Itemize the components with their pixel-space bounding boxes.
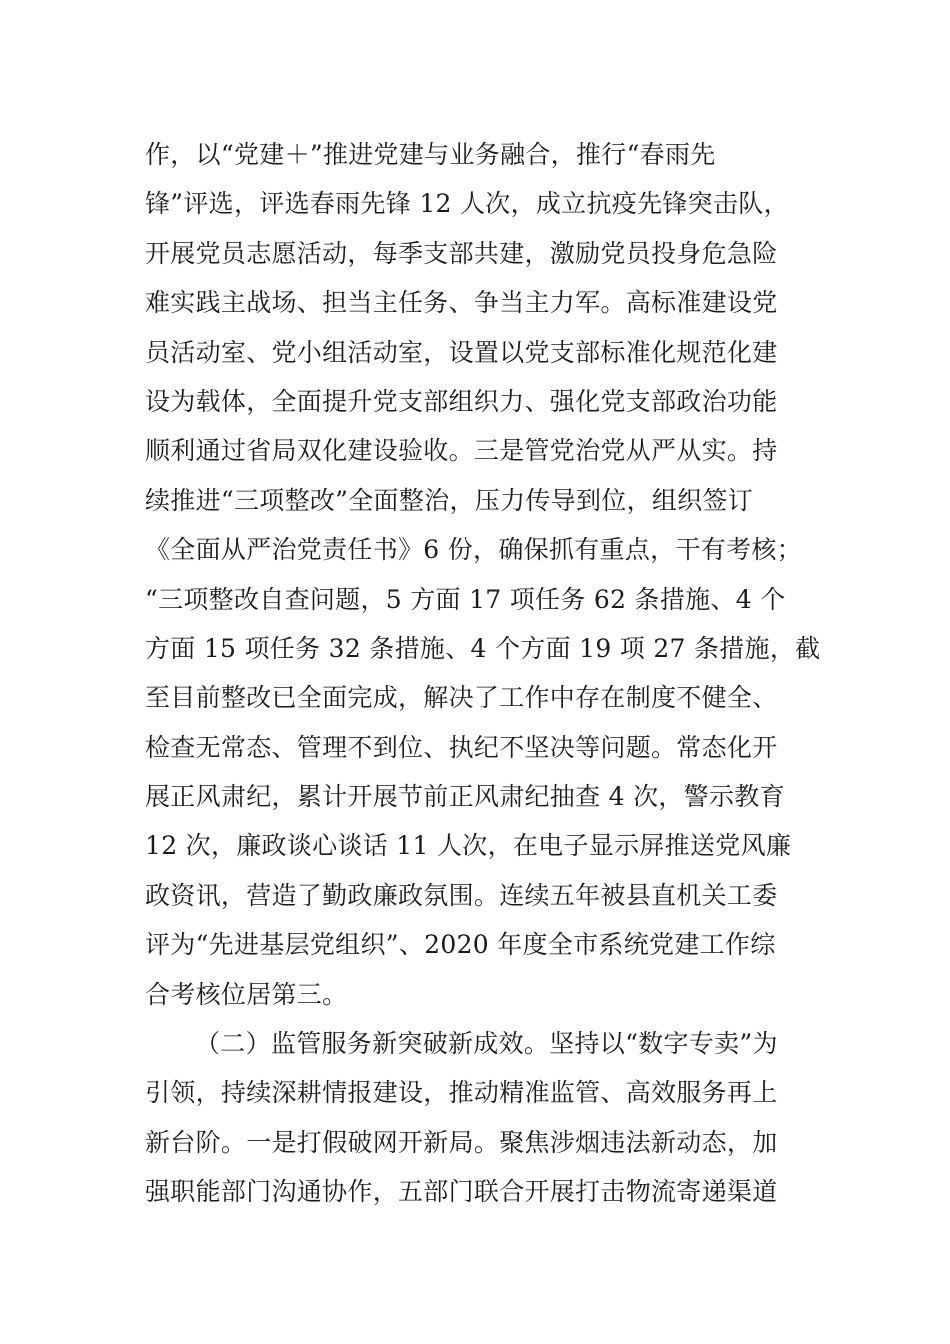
text-line: 检查无常态、管理不到位、执纪不坚决等问题。常态化开: [145, 732, 778, 762]
text-line: 政资讯，营造了勤政廉政氛围。连续五年被县直机关工委: [145, 880, 778, 910]
text-line: 《全面从严治党责任书》6 份，确保抓有重点，干有考核；: [145, 535, 802, 565]
text-line: 至目前整改已全面完成，解决了工作中存在制度不健全、: [145, 683, 778, 713]
text-line: 续推进“三项整改”全面整治，压力传导到位，组织签订: [145, 485, 754, 515]
text-line: 难实践主战场、担当主任务、争当主力军。高标准建设党: [145, 288, 778, 318]
text-line: 员活动室、党小组活动室，设置以党支部标准化规范化建: [145, 337, 778, 367]
text-line: “三项整改自查问题，5 方面 17 项任务 62 条措施、4 个: [145, 584, 786, 614]
text-line: 开展党员志愿活动，每季支部共建，激励党员投身危急险: [145, 238, 778, 268]
text-line: 12 次，廉政谈心谈话 11 人次，在电子显示屏推送党风廉: [145, 831, 792, 861]
text-line: 展正风肃纪，累计开展节前正风肃纪抽查 4 次，警示教育: [145, 782, 785, 812]
text-line: 作，以“党建＋”推进党建与业务融合，推行“春雨先: [145, 140, 716, 169]
text-line: 合考核位居第三。: [145, 979, 348, 1009]
text-line: 引领，持续深耕情报建设，推动精准监管、高效服务再上: [145, 1078, 778, 1108]
text-line: 评为“先进基层党组织”、2020 年度全市系统党建工作综: [145, 930, 776, 960]
section-heading-line: （二）监管服务新突破新成效。坚持以“数字专卖”为: [195, 1029, 778, 1059]
text-line: 锋”评选，评选春雨先锋 12 人次，成立抗疫先锋突击队，: [145, 189, 789, 219]
body-text: [145, 130, 821, 1217]
text-line: 设为载体，全面提升党支部组织力、强化党支部政治功能: [145, 386, 778, 416]
text-line: 顺利通过省局双化建设验收。三是管党治党从严从实。持: [145, 436, 778, 466]
text-line: 方面 15 项任务 32 条措施、4 个方面 19 项 27 条措施，截: [145, 633, 821, 663]
text-line: 强职能部门沟通协作，五部门联合开展打击物流寄递渠道: [145, 1177, 778, 1207]
text-line: 新台阶。一是打假破网开新局。聚焦涉烟违法新动态，加: [145, 1127, 778, 1157]
